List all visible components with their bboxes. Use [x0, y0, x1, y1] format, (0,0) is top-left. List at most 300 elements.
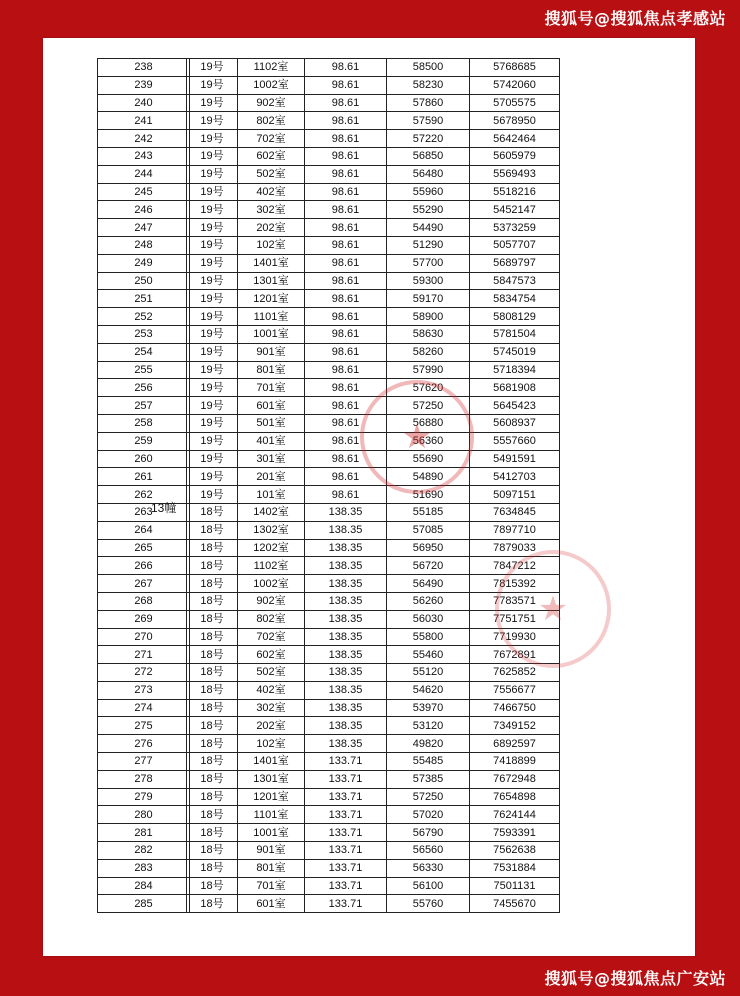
- row-number-cell: 285: [98, 895, 190, 913]
- total-price-cell: 7672891: [470, 646, 560, 664]
- row-number-cell: 272: [98, 664, 190, 682]
- total-price-cell: 5689797: [470, 254, 560, 272]
- row-number-cell: 258: [98, 414, 190, 432]
- room-cell: 501室: [238, 414, 305, 432]
- area-cell: 133.71: [305, 788, 387, 806]
- room-cell: 202室: [238, 219, 305, 237]
- room-cell: 801室: [238, 361, 305, 379]
- table-row: [187, 343, 560, 361]
- area-cell: 98.61: [305, 130, 387, 148]
- table-row: [98, 112, 190, 130]
- table-row: [98, 735, 190, 753]
- unit-cell: 19号: [187, 112, 238, 130]
- total-price-cell: 7847212: [470, 557, 560, 575]
- unit-cell: 19号: [187, 343, 238, 361]
- row-number-cell: 260: [98, 450, 190, 468]
- room-cell: 701室: [238, 877, 305, 895]
- unit-price-cell: 55800: [387, 628, 470, 646]
- unit-price-cell: 51290: [387, 236, 470, 254]
- unit-cell: 19号: [187, 468, 238, 486]
- total-price-cell: 5768685: [470, 59, 560, 77]
- area-cell: 133.71: [305, 842, 387, 860]
- unit-price-cell: 57990: [387, 361, 470, 379]
- room-cell: 202室: [238, 717, 305, 735]
- unit-cell: 18号: [187, 806, 238, 824]
- row-number-cell: 254: [98, 343, 190, 361]
- row-number-cell: 269: [98, 610, 190, 628]
- room-cell: 1302室: [238, 521, 305, 539]
- room-cell: 1101室: [238, 806, 305, 824]
- area-cell: 138.35: [305, 521, 387, 539]
- price-table: [186, 58, 560, 913]
- unit-cell: 19号: [187, 432, 238, 450]
- row-number-cell: 264: [98, 521, 190, 539]
- room-cell: 1102室: [238, 59, 305, 77]
- table-row: [187, 557, 560, 575]
- official-seal-stamp-secondary: [495, 550, 611, 668]
- room-cell: 801室: [238, 859, 305, 877]
- row-number-cell: 241: [98, 112, 190, 130]
- area-cell: 133.71: [305, 824, 387, 842]
- row-number-cell: 274: [98, 699, 190, 717]
- total-price-cell: 7897710: [470, 521, 560, 539]
- row-number-cell: 255: [98, 361, 190, 379]
- area-cell: 133.71: [305, 753, 387, 771]
- table-row: [98, 397, 190, 415]
- unit-price-cell: 57250: [387, 788, 470, 806]
- unit-price-cell: 58900: [387, 308, 470, 326]
- unit-price-cell: 58260: [387, 343, 470, 361]
- row-number-cell: 259: [98, 432, 190, 450]
- unit-cell: 19号: [187, 361, 238, 379]
- unit-cell: 19号: [187, 325, 238, 343]
- table-row: [98, 290, 190, 308]
- room-cell: 1301室: [238, 272, 305, 290]
- unit-cell: 18号: [187, 788, 238, 806]
- total-price-cell: 7466750: [470, 699, 560, 717]
- table-row: [98, 76, 190, 94]
- row-number-cell: 262: [98, 486, 190, 504]
- total-price-cell: 7751751: [470, 610, 560, 628]
- total-price-cell: 5452147: [470, 201, 560, 219]
- total-price-cell: 5605979: [470, 147, 560, 165]
- unit-price-cell: 56880: [387, 414, 470, 432]
- unit-price-cell: 56360: [387, 432, 470, 450]
- table-row: [187, 788, 560, 806]
- area-cell: 98.61: [305, 414, 387, 432]
- unit-price-cell: 57385: [387, 770, 470, 788]
- row-number-cell: 267: [98, 575, 190, 593]
- table-row: [187, 59, 560, 77]
- total-price-cell: 7593391: [470, 824, 560, 842]
- table-row: [187, 646, 560, 664]
- unit-cell: 18号: [187, 842, 238, 860]
- row-number-cell: 281: [98, 824, 190, 842]
- table-row: [187, 94, 560, 112]
- unit-price-cell: 56490: [387, 575, 470, 593]
- row-number-cell: 247: [98, 219, 190, 237]
- unit-price-cell: 56330: [387, 859, 470, 877]
- table-row: [98, 539, 190, 557]
- unit-cell: 19号: [187, 254, 238, 272]
- room-cell: 1202室: [238, 539, 305, 557]
- row-number-cell: 278: [98, 770, 190, 788]
- table-row: [98, 521, 190, 539]
- row-number-cell: 279: [98, 788, 190, 806]
- unit-cell: 18号: [187, 646, 238, 664]
- table-row: [187, 219, 560, 237]
- row-number-cell: 284: [98, 877, 190, 895]
- unit-cell: 19号: [187, 165, 238, 183]
- table-row: [98, 59, 190, 77]
- unit-price-cell: 49820: [387, 735, 470, 753]
- area-cell: 138.35: [305, 592, 387, 610]
- area-cell: 138.35: [305, 557, 387, 575]
- area-cell: 138.35: [305, 735, 387, 753]
- unit-cell: 18号: [187, 877, 238, 895]
- area-cell: 98.61: [305, 94, 387, 112]
- room-cell: 901室: [238, 343, 305, 361]
- row-number-cell: 282: [98, 842, 190, 860]
- room-cell: 1402室: [238, 503, 305, 521]
- table-row: [98, 681, 190, 699]
- unit-cell: 19号: [187, 147, 238, 165]
- table-row: [98, 165, 190, 183]
- row-number-cell: 266: [98, 557, 190, 575]
- row-number-cell: 261: [98, 468, 190, 486]
- table-row: [98, 183, 190, 201]
- unit-price-cell: 58630: [387, 325, 470, 343]
- table-row: [187, 254, 560, 272]
- table-row: [98, 788, 190, 806]
- table-row: [187, 130, 560, 148]
- area-cell: 133.71: [305, 877, 387, 895]
- table-row: [98, 254, 190, 272]
- row-number-cell: 283: [98, 859, 190, 877]
- total-price-cell: 7624144: [470, 806, 560, 824]
- row-number-cell: 238: [98, 59, 190, 77]
- total-price-cell: 5718394: [470, 361, 560, 379]
- unit-price-cell: 56480: [387, 165, 470, 183]
- watermark-bottom: 搜狐号@搜狐焦点广安站: [544, 969, 726, 988]
- area-cell: 98.61: [305, 147, 387, 165]
- table-row: [98, 272, 190, 290]
- total-price-cell: 5642464: [470, 130, 560, 148]
- room-cell: 301室: [238, 450, 305, 468]
- unit-price-cell: 53120: [387, 717, 470, 735]
- unit-price-cell: 55690: [387, 450, 470, 468]
- table-row: [98, 895, 190, 913]
- room-cell: 602室: [238, 147, 305, 165]
- area-cell: 138.35: [305, 699, 387, 717]
- room-cell: 902室: [238, 592, 305, 610]
- table-row: [98, 859, 190, 877]
- total-price-cell: 7418899: [470, 753, 560, 771]
- total-price-cell: 5412703: [470, 468, 560, 486]
- table-row: [187, 664, 560, 682]
- table-row: [98, 575, 190, 593]
- table-row: [187, 895, 560, 913]
- unit-cell: 18号: [187, 859, 238, 877]
- table-row: [187, 735, 560, 753]
- table-row: [98, 770, 190, 788]
- area-cell: 138.35: [305, 664, 387, 682]
- table-row: [98, 628, 190, 646]
- unit-cell: 18号: [187, 592, 238, 610]
- total-price-cell: 5681908: [470, 379, 560, 397]
- area-cell: 98.61: [305, 76, 387, 94]
- total-price-cell: 7719930: [470, 628, 560, 646]
- unit-cell: 19号: [187, 272, 238, 290]
- area-cell: 98.61: [305, 290, 387, 308]
- table-row: [98, 379, 190, 397]
- table-row: [187, 147, 560, 165]
- area-cell: 138.35: [305, 717, 387, 735]
- unit-cell: 19号: [187, 397, 238, 415]
- area-cell: 138.35: [305, 628, 387, 646]
- area-cell: 98.61: [305, 397, 387, 415]
- unit-price-cell: 53970: [387, 699, 470, 717]
- room-cell: 1001室: [238, 325, 305, 343]
- room-cell: 1102室: [238, 557, 305, 575]
- unit-cell: 19号: [187, 201, 238, 219]
- row-number-cell: 271: [98, 646, 190, 664]
- unit-cell: 19号: [187, 486, 238, 504]
- room-cell: 1301室: [238, 770, 305, 788]
- table-row: [187, 379, 560, 397]
- table-row: [187, 272, 560, 290]
- area-cell: 138.35: [305, 681, 387, 699]
- row-number-cell: 251: [98, 290, 190, 308]
- area-cell: 98.61: [305, 219, 387, 237]
- row-number-cell: 253: [98, 325, 190, 343]
- total-price-cell: 5608937: [470, 414, 560, 432]
- table-row: [187, 236, 560, 254]
- table-row: [98, 592, 190, 610]
- unit-price-cell: 55185: [387, 503, 470, 521]
- total-price-cell: 6892597: [470, 735, 560, 753]
- unit-price-cell: 55460: [387, 646, 470, 664]
- table-row: [98, 664, 190, 682]
- table-row: [98, 147, 190, 165]
- room-cell: 302室: [238, 201, 305, 219]
- total-price-cell: 7625852: [470, 664, 560, 682]
- table-row: [98, 824, 190, 842]
- unit-cell: 19号: [187, 183, 238, 201]
- area-cell: 98.61: [305, 272, 387, 290]
- unit-price-cell: 54490: [387, 219, 470, 237]
- table-row: [187, 770, 560, 788]
- unit-cell: 19号: [187, 59, 238, 77]
- unit-price-cell: 58500: [387, 59, 470, 77]
- unit-cell: 18号: [187, 557, 238, 575]
- unit-price-cell: 54890: [387, 468, 470, 486]
- table-row: [98, 468, 190, 486]
- unit-cell: 18号: [187, 664, 238, 682]
- unit-cell: 18号: [187, 610, 238, 628]
- row-number-cell: 275: [98, 717, 190, 735]
- unit-price-cell: 58230: [387, 76, 470, 94]
- row-number-cell: 263: [98, 503, 190, 521]
- table-row: [187, 717, 560, 735]
- unit-price-cell: 55960: [387, 183, 470, 201]
- total-price-cell: 5569493: [470, 165, 560, 183]
- table-row: [187, 824, 560, 842]
- unit-cell: 18号: [187, 824, 238, 842]
- unit-price-cell: 56950: [387, 539, 470, 557]
- room-cell: 901室: [238, 842, 305, 860]
- row-number-cell: 265: [98, 539, 190, 557]
- total-price-cell: 5808129: [470, 308, 560, 326]
- unit-cell: 18号: [187, 735, 238, 753]
- total-price-cell: 5057707: [470, 236, 560, 254]
- unit-cell: 18号: [187, 753, 238, 771]
- table-row: [187, 753, 560, 771]
- unit-price-cell: 57700: [387, 254, 470, 272]
- area-cell: 133.71: [305, 895, 387, 913]
- total-price-cell: 7634845: [470, 503, 560, 521]
- area-cell: 98.61: [305, 379, 387, 397]
- table-row: [98, 201, 190, 219]
- table-row: [187, 165, 560, 183]
- row-number-cell: 252: [98, 308, 190, 326]
- area-cell: 138.35: [305, 646, 387, 664]
- table-row: [187, 76, 560, 94]
- room-cell: 1201室: [238, 788, 305, 806]
- area-cell: 98.61: [305, 59, 387, 77]
- row-number-cell: 243: [98, 147, 190, 165]
- room-cell: 102室: [238, 236, 305, 254]
- room-cell: 701室: [238, 379, 305, 397]
- table-row: [98, 610, 190, 628]
- room-cell: 1201室: [238, 290, 305, 308]
- table-row: [187, 842, 560, 860]
- unit-cell: 19号: [187, 94, 238, 112]
- watermark-top: 搜狐号@搜狐焦点孝感站: [544, 9, 726, 28]
- table-row: [187, 325, 560, 343]
- total-price-cell: 5742060: [470, 76, 560, 94]
- area-cell: 98.61: [305, 432, 387, 450]
- total-price-cell: 7562638: [470, 842, 560, 860]
- total-price-cell: 5645423: [470, 397, 560, 415]
- row-number-cell: 245: [98, 183, 190, 201]
- table-row: [187, 308, 560, 326]
- room-cell: 302室: [238, 699, 305, 717]
- building-label: 13幢: [151, 501, 177, 515]
- unit-cell: 19号: [187, 290, 238, 308]
- unit-cell: 18号: [187, 503, 238, 521]
- row-number-cell: 242: [98, 130, 190, 148]
- unit-price-cell: 57590: [387, 112, 470, 130]
- row-number-cell: 270: [98, 628, 190, 646]
- table-row: [98, 361, 190, 379]
- room-cell: 502室: [238, 664, 305, 682]
- unit-cell: 19号: [187, 450, 238, 468]
- row-number-cell: 250: [98, 272, 190, 290]
- table-row: [187, 486, 560, 504]
- row-number-cell: 280: [98, 806, 190, 824]
- room-cell: 602室: [238, 646, 305, 664]
- unit-price-cell: 55760: [387, 895, 470, 913]
- unit-cell: 18号: [187, 575, 238, 593]
- table-row: [98, 450, 190, 468]
- unit-price-cell: 59300: [387, 272, 470, 290]
- area-cell: 98.61: [305, 112, 387, 130]
- total-price-cell: 5705575: [470, 94, 560, 112]
- unit-price-cell: 55290: [387, 201, 470, 219]
- unit-price-cell: 57020: [387, 806, 470, 824]
- table-row: [98, 842, 190, 860]
- total-price-cell: 7531884: [470, 859, 560, 877]
- table-row: [98, 325, 190, 343]
- unit-price-cell: 55485: [387, 753, 470, 771]
- room-cell: 402室: [238, 681, 305, 699]
- unit-price-cell: 57085: [387, 521, 470, 539]
- total-price-cell: 5847573: [470, 272, 560, 290]
- area-cell: 98.61: [305, 361, 387, 379]
- table-row: [98, 432, 190, 450]
- table-row: [98, 717, 190, 735]
- table-row: [98, 94, 190, 112]
- table-row: [98, 557, 190, 575]
- area-cell: 98.61: [305, 486, 387, 504]
- table-row: [187, 539, 560, 557]
- room-cell: 502室: [238, 165, 305, 183]
- room-cell: 101室: [238, 486, 305, 504]
- unit-price-cell: 56790: [387, 824, 470, 842]
- unit-cell: 19号: [187, 236, 238, 254]
- area-cell: 133.71: [305, 859, 387, 877]
- unit-cell: 18号: [187, 628, 238, 646]
- area-cell: 138.35: [305, 539, 387, 557]
- table-row: [98, 236, 190, 254]
- unit-price-cell: 56100: [387, 877, 470, 895]
- row-number-table: [97, 58, 190, 913]
- table-row: [98, 414, 190, 432]
- room-cell: 1002室: [238, 76, 305, 94]
- unit-price-cell: 56560: [387, 842, 470, 860]
- table-row: [187, 112, 560, 130]
- table-row: [187, 859, 560, 877]
- area-cell: 98.61: [305, 254, 387, 272]
- room-cell: 102室: [238, 735, 305, 753]
- room-cell: 1002室: [238, 575, 305, 593]
- unit-price-cell: 55120: [387, 664, 470, 682]
- unit-cell: 18号: [187, 770, 238, 788]
- total-price-cell: 5781504: [470, 325, 560, 343]
- total-price-cell: 5373259: [470, 219, 560, 237]
- room-cell: 702室: [238, 130, 305, 148]
- total-price-cell: 7455670: [470, 895, 560, 913]
- table-row: [98, 806, 190, 824]
- unit-cell: 19号: [187, 219, 238, 237]
- total-price-cell: 7556677: [470, 681, 560, 699]
- unit-cell: 19号: [187, 76, 238, 94]
- row-number-cell: 249: [98, 254, 190, 272]
- total-price-cell: 7879033: [470, 539, 560, 557]
- room-cell: 1001室: [238, 824, 305, 842]
- area-cell: 133.71: [305, 770, 387, 788]
- area-cell: 98.61: [305, 236, 387, 254]
- room-cell: 1401室: [238, 753, 305, 771]
- unit-price-cell: 56030: [387, 610, 470, 628]
- unit-cell: 19号: [187, 130, 238, 148]
- unit-price-cell: 57860: [387, 94, 470, 112]
- area-cell: 138.35: [305, 610, 387, 628]
- unit-price-cell: 56260: [387, 592, 470, 610]
- area-cell: 138.35: [305, 503, 387, 521]
- row-number-cell: 256: [98, 379, 190, 397]
